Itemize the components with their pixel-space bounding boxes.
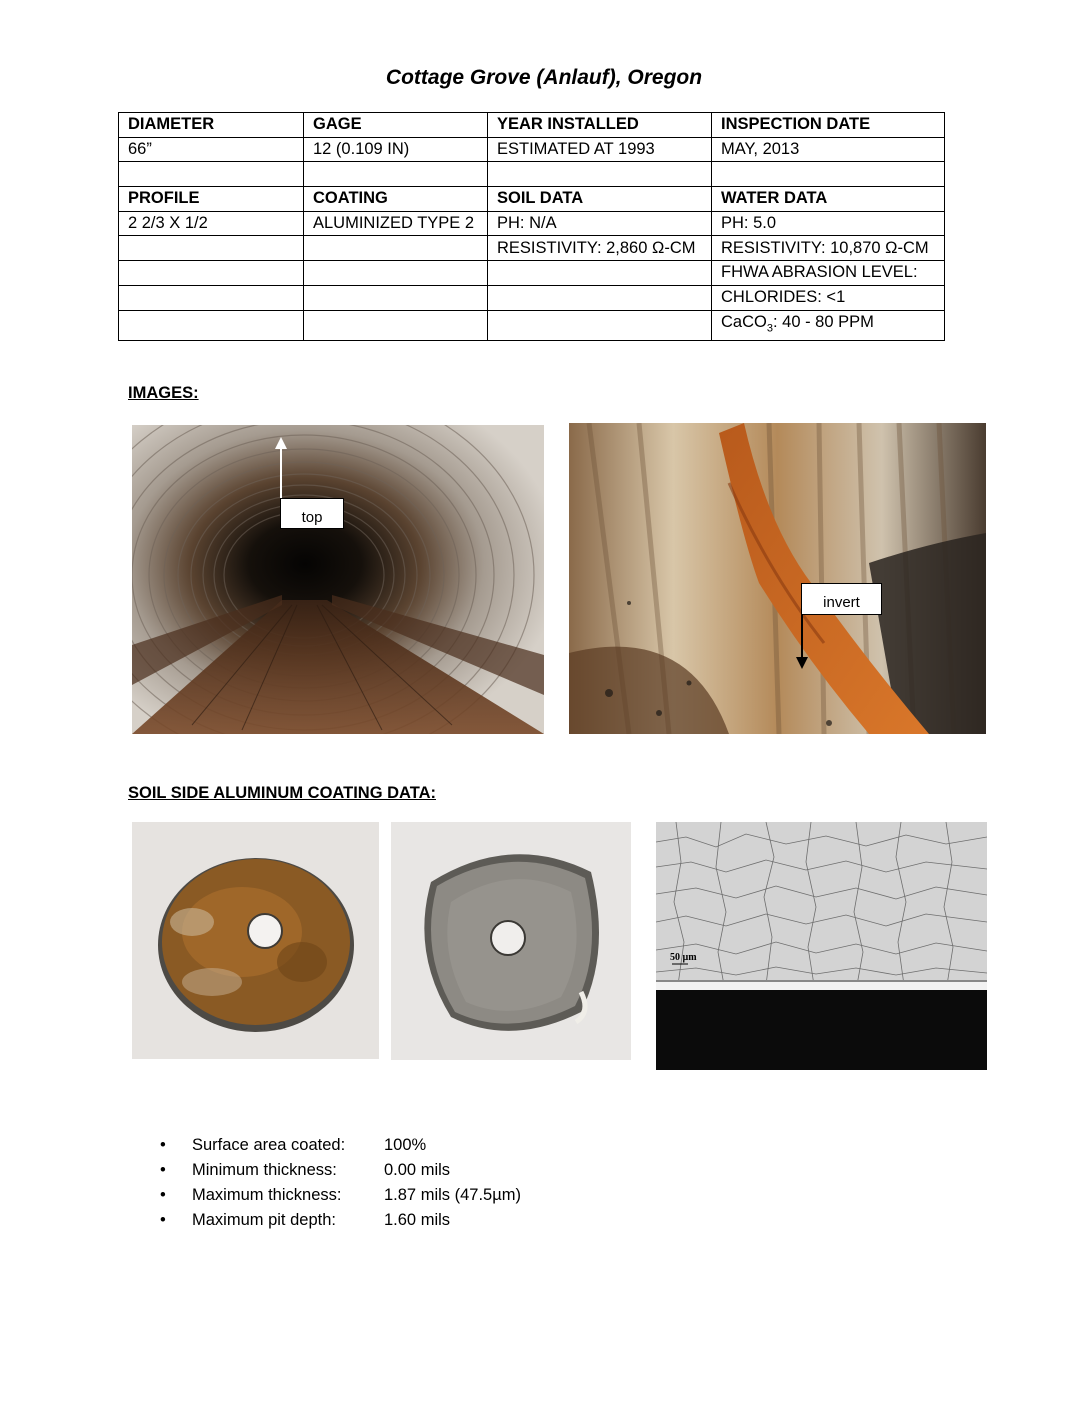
bullet-icon: • [160, 1161, 166, 1179]
bullet-value: 1.87 mils (47.5µm) [384, 1186, 521, 1204]
list-item [160, 1158, 521, 1183]
table-cell [119, 236, 304, 261]
table-cell [712, 162, 945, 187]
bullet-label: Surface area coated: [192, 1136, 346, 1154]
invert-callout-label: invert [801, 583, 882, 615]
bullet-label: Maximum pit depth: [192, 1211, 336, 1229]
table-cell: 66” [119, 137, 304, 162]
table-row [119, 285, 945, 310]
table-header-cell: SOIL DATA [488, 187, 712, 212]
coating-micrograph [656, 822, 987, 1070]
caco3-value: : 40 - 80 PPM [772, 312, 874, 331]
images-heading: IMAGES: [128, 384, 199, 402]
caco3-label: CaCO [721, 312, 767, 331]
culvert-interior-photo [132, 425, 544, 734]
table-header-cell: DIAMETER [119, 113, 304, 138]
table-cell: 12 (0.109 IN) [304, 137, 488, 162]
table-row [119, 261, 945, 286]
table-cell: RESISTIVITY: 2,860 Ω-CM [488, 236, 712, 261]
table-header-cell: COATING [304, 187, 488, 212]
rusty-coupon-photo [132, 822, 379, 1059]
table-cell [119, 310, 304, 340]
table-cell: ESTIMATED AT 1993 [488, 137, 712, 162]
table-header-cell: INSPECTION DATE [712, 113, 945, 138]
table-cell: PH: 5.0 [712, 211, 945, 236]
table-cell [712, 310, 945, 340]
culvert-data-table [118, 112, 945, 341]
bullet-value: 1.60 mils [384, 1211, 451, 1229]
table-row [119, 211, 945, 236]
table-cell: FHWA ABRASION LEVEL: [712, 261, 945, 286]
table-cell [488, 162, 712, 187]
table-cell: PH: N/A [488, 211, 712, 236]
table-header-cell: PROFILE [119, 187, 304, 212]
table-row [119, 162, 945, 187]
bullet-icon: • [160, 1186, 166, 1204]
table-cell [119, 261, 304, 286]
table-cell [119, 285, 304, 310]
table-header-cell: GAGE [304, 113, 488, 138]
invert-closeup-photo [569, 423, 986, 734]
table-cell [304, 236, 488, 261]
table-cell [119, 162, 304, 187]
table-cell: CHLORIDES: <1 [712, 285, 945, 310]
bullet-icon: • [160, 1136, 166, 1154]
bullet-value: 100% [384, 1136, 427, 1154]
cleaned-coupon-photo [391, 822, 631, 1060]
table-cell: ALUMINIZED TYPE 2 [304, 211, 488, 236]
table-cell [304, 310, 488, 340]
table-cell: MAY, 2013 [712, 137, 945, 162]
page-title: Cottage Grove (Anlauf), Oregon [385, 66, 703, 89]
top-callout-label: top [280, 498, 344, 529]
table-cell [304, 162, 488, 187]
table-row [119, 113, 945, 138]
table-cell: RESISTIVITY: 10,870 Ω-CM [712, 236, 945, 261]
table-cell [488, 310, 712, 340]
list-item [160, 1183, 521, 1208]
coating-summary-list [160, 1133, 521, 1233]
table-header-cell: WATER DATA [712, 187, 945, 212]
table-row [119, 310, 945, 340]
table-cell [304, 261, 488, 286]
table-row [119, 187, 945, 212]
table-cell [304, 285, 488, 310]
table-cell [488, 285, 712, 310]
caco3-subscript: 3 [766, 321, 773, 334]
list-item [160, 1133, 521, 1158]
table-cell [488, 261, 712, 286]
bullet-icon: • [160, 1211, 166, 1229]
table-cell: 2 2/3 X 1/2 [119, 211, 304, 236]
table-row [119, 236, 945, 261]
list-item [160, 1208, 521, 1233]
bullet-value: 0.00 mils [384, 1161, 451, 1179]
table-header-cell: YEAR INSTALLED [488, 113, 712, 138]
table-row [119, 137, 945, 162]
bullet-label: Maximum thickness: [192, 1186, 342, 1204]
coating-data-heading: SOIL SIDE ALUMINUM COATING DATA: [128, 784, 436, 802]
micrograph-scale-label: 50 µm [670, 952, 697, 963]
bullet-label: Minimum thickness: [192, 1161, 337, 1179]
